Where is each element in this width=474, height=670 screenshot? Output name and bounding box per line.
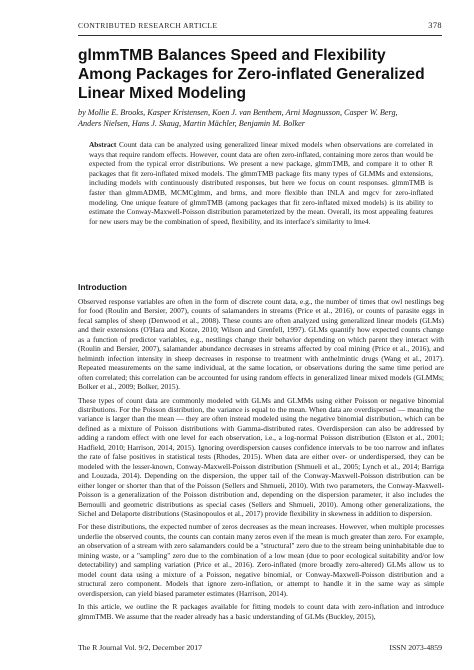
header-rule xyxy=(78,35,442,36)
abstract-label: Abstract xyxy=(89,140,117,149)
paper-title: glmmTMB Balances Speed and Flexibility Among Packages for Zero-inflated Generalized Linear Mixed Modeling xyxy=(78,47,425,103)
page-number: 378 xyxy=(428,21,442,30)
footer-journal: The R Journal Vol. 9/2, December 2017 xyxy=(78,643,203,652)
abstract xyxy=(89,140,433,226)
body-text xyxy=(78,297,444,625)
section-heading-introduction: Introduction xyxy=(78,282,127,292)
paragraph-3: For these distributions, the expected number of zeros decreases as the mean increases. However, when multiple processes underlie the observed counts, the counts can contain many zeros even if the mean is much greater than zero. For example, an observation of a stream with zero salamanders could be a "structural" zero due to the stream being uninhabitable due to mining waste, or a "sampling" zero due to the combination of a low mean (due to poor ecological suitability and/or low detectability) and sampling variation (Price et al., 2016). Zero-inflated (more broadly zero-altered) GLMs allow us to model count data using a mixture of a Poisson, negative binomial, or Conway-Maxwell-Poisson distribution and a structural zero component. Models that ignore zero-inflation, or attempt to handle it in the same way as simple overdispersion, can yield biased parameter estimates (Harrison, 2014). xyxy=(78,522,444,598)
paragraph-1: Observed response variables are often in the form of discrete count data, e.g., the number of times that owl nestlings beg for food (Roulin and Bersier, 2007), counts of salamanders in streams (Price et al., 2016), or counts of parasite eggs in fecal samples of sheep (Denwood et al., 2008). These counts are often analyzed using generalized linear models (GLMs) and their extensions (O'Hara and Kotze, 2010; Wilson and Grenfell, 1997). GLMs quantify how expected counts change as a function of predictor variables, e.g., nestlings change their behavior depending on which parent they interact with (Roulin and Bersier, 2007), salamander abundance decreases in streams affected by coal mining (Price et al., 2016), and helminth infection intensity in sheep decreases in response to treatment with anthelmintic drugs (Wang et al., 2017). Repeated measurements on the same individual, at the same location, or observations during the same time period are often correlated; this correlation can be accounted for using random effects in generalized linear mixed models (GLMMs; Bolker et al., 2009; Bolker, 2015). xyxy=(78,297,444,392)
running-head-section: CONTRIBUTED RESEARCH ARTICLE xyxy=(78,21,218,30)
abstract-text: Count data can be analyzed using generalized linear mixed models when observations are correlated in ways that require random effects. However, count data are often zero-inflated, containing more zeros than would be expected from the typical error distributions. We present a new package, glmmTMB, and compare it to other R packages that fit zero-inflated mixed models. The glmmTMB package fits many types of GLMMs and extensions, including models with continuously distributed responses, but here we focus on count responses. glmmTMB is faster than glmmADMB, MCMCglmm, and brms, and more flexible than INLA and mgcv for zero-inflated modeling. One unique feature of glmmTMB (among packages that fit zero-inflated mixed models) is its ability to estimate the Conway-Maxwell-Poisson distribution parameterized by the mean. Overall, its most appealing features for new users may be the combination of speed, flexibility, and its interface's similarity to lme4. xyxy=(89,140,434,226)
running-head xyxy=(78,21,442,35)
footer-issn: ISSN 2073-4859 xyxy=(389,643,442,652)
paragraph-2: These types of count data are commonly modeled with GLMs and GLMMs using either Poisson or negative binomial distributions. For the Poisson distribution, the variance is equal to the mean. When data are overdispersed — meaning the variance is larger than the mean — they are often instead modeled using the negative binomial distribution, which can be defined as a mixture of Poisson distributions with Gamma-distributed rates. Overdispersion can also be addressed by adding a random effect with one level for each observation, i.e., a log-normal Poisson distribution (Elston et al., 2001; Hadfield, 2010; Harrison, 2014, 2015). Ignoring overdispersion causes confidence intervals to be too narrow and inflates the rate of false positives in statistical tests (Rhodes, 2015). When data are either over- or underdispersed, they can be modeled with the lesser-known, Conway-Maxwell-Poisson distribution (Shmueli et al., 2005; Lynch et al., 2014; Barriga and Louzada, 2014). Depending on the dispersion, the upper tail of the Conway-Maxwell-Poisson distribution can be either longer or shorter than that of the Poisson (Sellers and Shmueli, 2010). With two parameters, the Conway-Maxwell-Poisson is a generalization of the Poisson distribution and, depending on the dispersion parameter, it also includes the Bernoulli and geometric distributions as special cases (Sellers and Shmueli, 2010). Among other generalizations, the Sichel and Delaporte distributions (Stasinopoulos et al., 2017) provide flexibility in skewness in addition to dispersion. xyxy=(78,395,444,518)
paragraph-4: In this article, we outline the R packages available for fitting models to count data with zero-inflation and introduce glmmTMB. We assume that the reader already has a basic understanding of GLMs (Buckley, 2015), xyxy=(78,602,444,621)
author-list: by Mollie E. Brooks, Kasper Kristensen, Koen J. van Benthem, Arni Magnusson, Casper W. Berg, Anders Nielsen, Hans J. Skaug, Martin Mächler, Benjamin M. Bolker xyxy=(78,108,398,128)
